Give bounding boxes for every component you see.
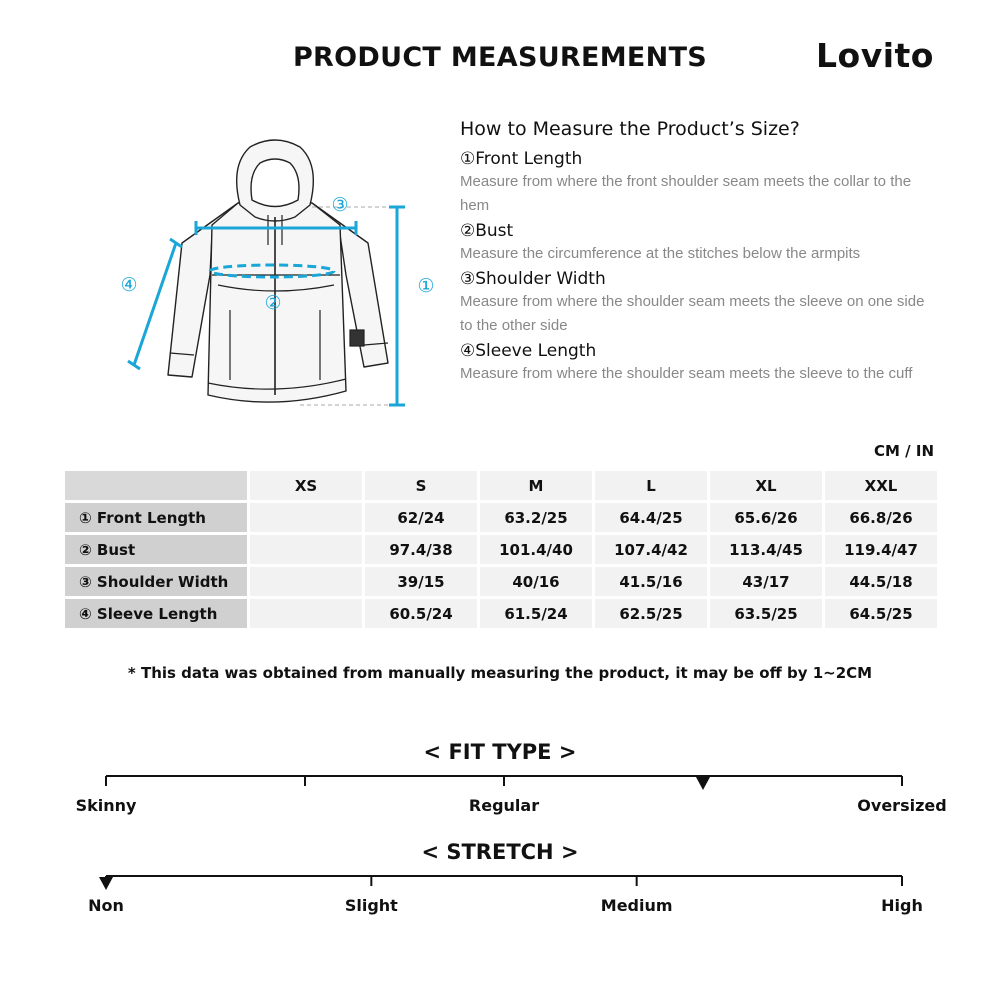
guide-item-front-length [460, 148, 930, 218]
marker-bust: ② [264, 292, 282, 314]
size-header: XS [250, 471, 362, 500]
table-cell: 101.4/40 [480, 535, 592, 564]
guide-item-shoulder-width [460, 268, 930, 338]
table-corner [65, 471, 247, 500]
row-label: ① Front Length [65, 503, 247, 532]
guide-item-title: ③Shoulder Width [460, 269, 606, 289]
row-label: ② Bust [65, 535, 247, 564]
guide-item-desc: Measure from where the shoulder seam meets the sleeve on one side to the other side [460, 293, 925, 334]
table-cell [250, 567, 362, 596]
table-cell: 97.4/38 [365, 535, 477, 564]
row-label: ④ Sleeve Length [65, 599, 247, 628]
table-cell: 40/16 [480, 567, 592, 596]
table-cell: 43/17 [710, 567, 822, 596]
size-header: S [365, 471, 477, 500]
measure-guide [460, 118, 930, 388]
table-cell: 113.4/45 [710, 535, 822, 564]
marker-shoulder: ③ [331, 194, 349, 216]
table-cell: 63.5/25 [710, 599, 822, 628]
stretch-label: Non [88, 896, 124, 915]
table-cell: 62/24 [365, 503, 477, 532]
guide-item-desc: Measure from where the shoulder seam meets the sleeve to the cuff [460, 365, 913, 382]
fit-type-scale [0, 770, 1000, 794]
table-row [65, 503, 937, 532]
table-cell: 60.5/24 [365, 599, 477, 628]
table-cell: 41.5/16 [595, 567, 707, 596]
size-header: XXL [825, 471, 937, 500]
table-cell: 65.6/26 [710, 503, 822, 532]
guide-item-bust [460, 220, 930, 266]
guide-item-title: ④Sleeve Length [460, 341, 597, 361]
brand-logo: Lovito [816, 36, 934, 75]
table-cell: 66.8/26 [825, 503, 937, 532]
table-cell [250, 535, 362, 564]
table-cell [250, 503, 362, 532]
jacket-diagram [100, 125, 445, 425]
guide-item-title: ②Bust [460, 221, 514, 241]
fit-type-label: Regular [468, 796, 540, 815]
table-cell: 64.5/25 [825, 599, 937, 628]
guide-heading: How to Measure the Product’s Size? [460, 118, 800, 140]
table-row [65, 599, 937, 628]
stretch-indicator [99, 877, 113, 890]
table-cell: 44.5/18 [825, 567, 937, 596]
size-header: L [595, 471, 707, 500]
hood-opening [251, 159, 299, 207]
size-table [62, 468, 940, 631]
table-cell: 107.4/42 [595, 535, 707, 564]
page-title: PRODUCT MEASUREMENTS [292, 42, 708, 73]
fit-type-label: Oversized [857, 796, 947, 815]
guide-item-title: ①Front Length [460, 149, 583, 169]
marker-sleeve: ④ [120, 274, 138, 296]
stretch-label: High [881, 896, 923, 915]
table-cell [250, 599, 362, 628]
table-row [65, 567, 937, 596]
table-cell: 61.5/24 [480, 599, 592, 628]
table-row [65, 535, 937, 564]
table-cell: 64.4/25 [595, 503, 707, 532]
table-cell: 119.4/47 [825, 535, 937, 564]
stretch-label: Slight [344, 896, 398, 915]
stretch-scale [0, 870, 1000, 894]
table-cell: 63.2/25 [480, 503, 592, 532]
guide-item-desc: Measure the circumference at the stitches below the armpits [460, 245, 861, 262]
fit-type-indicator [696, 777, 710, 790]
unit-label: CM / IN [874, 442, 934, 460]
table-cell: 62.5/25 [595, 599, 707, 628]
marker-front-length: ① [417, 275, 435, 297]
stretch-label: Medium [600, 896, 673, 915]
table-header-row [65, 471, 937, 500]
table-cell: 39/15 [365, 567, 477, 596]
guide-item-desc: Measure from where the front shoulder seam meets the collar to the hem [460, 173, 912, 214]
measurement-note: * This data was obtained from manually measuring the product, it may be off by 1~2CM [127, 664, 873, 682]
guide-item-sleeve-length [460, 340, 930, 386]
size-header: XL [710, 471, 822, 500]
size-header: M [480, 471, 592, 500]
row-label: ③ Shoulder Width [65, 567, 247, 596]
fit-type-label: Skinny [75, 796, 137, 815]
fit-type-title: < FIT TYPE > [423, 740, 577, 764]
stretch-title: < STRETCH > [421, 840, 579, 864]
